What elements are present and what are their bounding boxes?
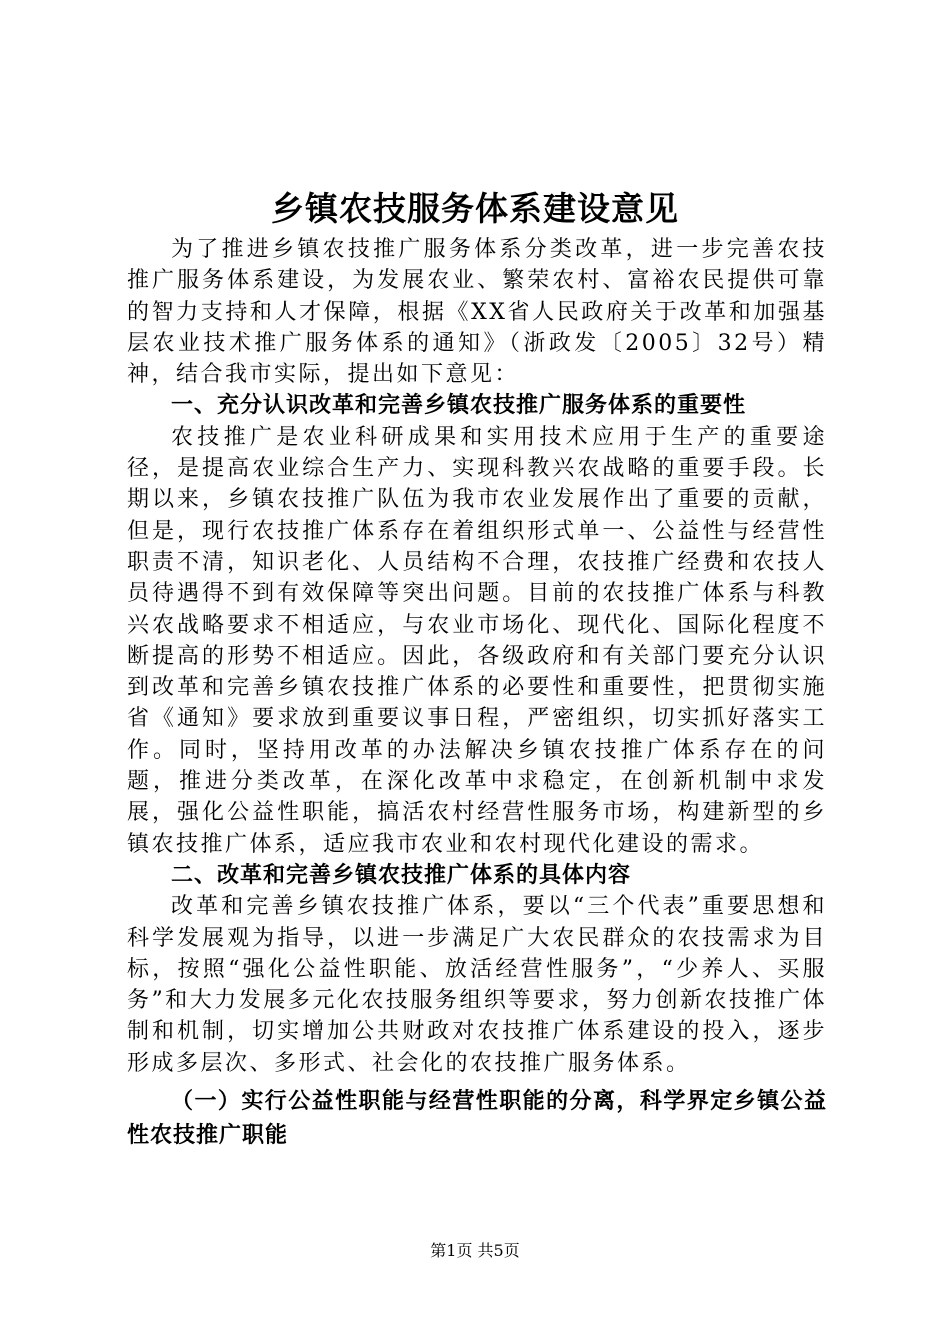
intro-paragraph: 为了推进乡镇农技推广服务体系分类改革，进一步完善农技推广服务体系建设，为发展农业、繁荣农村、富裕农民提供可靠的智力支持和人才保障，根据《XX省人民政府关于改革和加强基层农业技术推广服务体系的通知》（浙政发〔2005〕32号）精神，结合我市实际，提出如下意见：	[127, 237, 827, 388]
document-body	[127, 234, 827, 1153]
document-title: 乡镇农技服务体系建设意见	[271, 189, 679, 228]
page-number-footer: 第1页 共5页	[430, 1241, 520, 1260]
subsection-1-heading: （一）实行公益性职能与经营性职能的分离，科学界定乡镇公益性农技推广职能	[127, 1089, 827, 1149]
section-2-paragraph: 改革和完善乡镇农技推广体系，要以“三个代表”重要思想和科学发展观为指导，以进一步满足广大农民群众的农技需求为目标，按照“强化公益性职能、放活经营性服务”，“少养人、买服务”和大力发展多元化农技服务组织等要求，努力创新农技推广体制和机制，切实增加公共财政对农技推广体系建设的投入，逐步形成多层次、多形式、社会化的农技推广服务体系。	[127, 894, 827, 1076]
section-1-paragraph: 农技推广是农业科研成果和实用技术应用于生产的重要途径，是提高农业综合生产力、实现科教兴农战略的重要手段。长期以来，乡镇农技推广队伍为我市农业发展作出了重要的贡献，但是，现行农技推广体系存在着组织形式单一、公益性与经营性职责不清，知识老化、人员结构不合理，农技推广经费和农技人员待遇得不到有效保障等突出问题。目前的农技推广体系与科教兴农战略要求不相适应，与农业市场化、现代化、国际化程度不断提高的形势不相适应。因此，各级政府和有关部门要充分认识到改革和完善乡镇农技推广体系的必要性和重要性，把贯彻实施省《通知》要求放到重要议事日程，严密组织，切实抓好落实工作。同时，坚持用改革的办法解决乡镇农技推广体系存在的问题，推进分类改革，在深化改革中求稳定，在创新机制中求发展，强化公益性职能，搞活农村经营性服务市场，构建新型的乡镇农技推广体系，适应我市农业和农村现代化建设的需求。	[127, 424, 827, 857]
section-2-heading: 二、改革和完善乡镇农技推广体系的具体内容	[171, 862, 632, 888]
section-1-heading: 一、充分认识改革和完善乡镇农技推广服务体系的重要性	[171, 393, 747, 419]
